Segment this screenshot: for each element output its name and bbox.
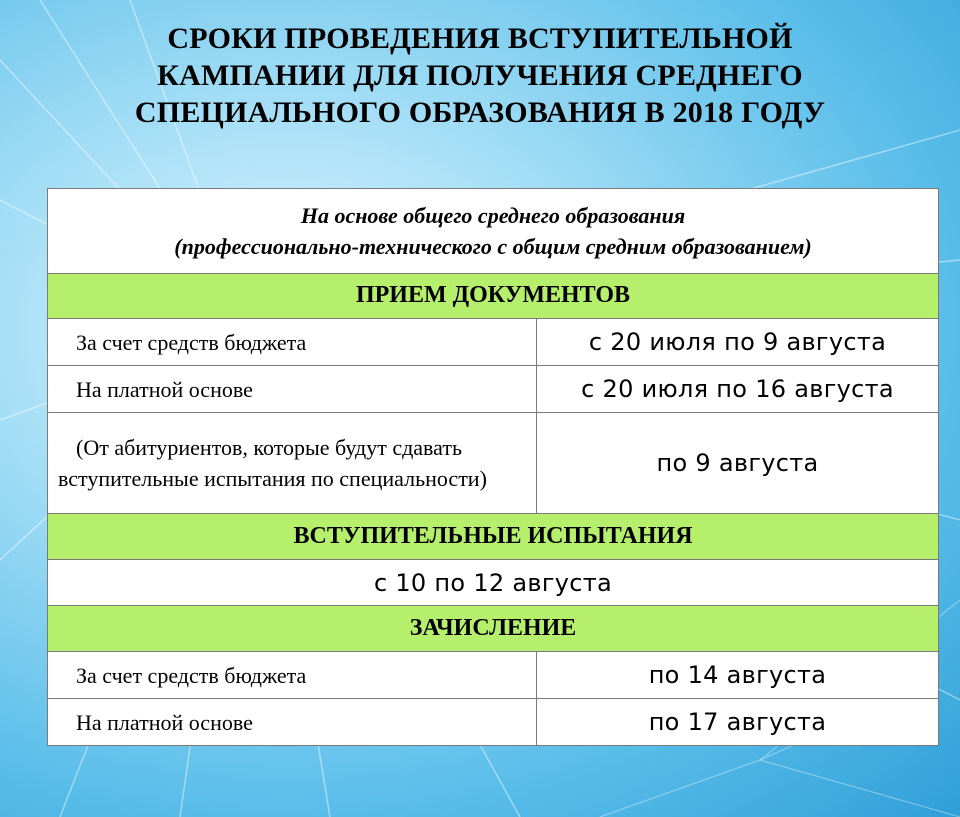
table-header-row bbox=[48, 189, 939, 274]
row-label: На платной основе bbox=[48, 366, 537, 413]
row-label: На платной основе bbox=[48, 699, 537, 746]
table-row bbox=[48, 319, 939, 366]
exams-value: с 10 по 12 августа bbox=[48, 559, 939, 606]
table-row bbox=[48, 559, 939, 606]
section-title-enrollment: ЗАЧИСЛЕНИЕ bbox=[48, 606, 939, 652]
row-label: (От абитуриентов, которые будут сдавать вступительные испытания по специальности) bbox=[48, 412, 537, 513]
section-row-enrollment bbox=[48, 606, 939, 652]
row-label: За счет средств бюджета bbox=[48, 319, 537, 366]
row-value: с 20 июля по 9 августа bbox=[537, 319, 939, 366]
table-row bbox=[48, 366, 939, 413]
section-row-documents bbox=[48, 273, 939, 319]
header-line-2: (профессионально-технического с общим средним образованием) bbox=[174, 233, 812, 259]
title-line-2: КАМПАНИИ ДЛЯ ПОЛУЧЕНИЯ СРЕДНЕГО bbox=[157, 59, 803, 92]
admission-schedule-table bbox=[47, 188, 939, 746]
title-line-1: СРОКИ ПРОВЕДЕНИЯ ВСТУПИТЕЛЬНОЙ bbox=[167, 22, 793, 55]
row-value: по 17 августа bbox=[537, 699, 939, 746]
header-line-1: На основе общего среднего образования bbox=[300, 202, 686, 228]
row-value: по 14 августа bbox=[537, 652, 939, 699]
section-title-exams: ВСТУПИТЕЛЬНЫЕ ИСПЫТАНИЯ bbox=[48, 513, 939, 559]
row-value: с 20 июля по 16 августа bbox=[537, 366, 939, 413]
row-value: по 9 августа bbox=[537, 412, 939, 513]
table-row bbox=[48, 699, 939, 746]
page-title bbox=[0, 20, 960, 131]
table-header-cell bbox=[48, 189, 939, 274]
table-row bbox=[48, 412, 939, 513]
table-row bbox=[48, 652, 939, 699]
row-label: За счет средств бюджета bbox=[48, 652, 537, 699]
section-title-documents: ПРИЕМ ДОКУМЕНТОВ bbox=[48, 273, 939, 319]
section-row-exams bbox=[48, 513, 939, 559]
title-line-3: СПЕЦИАЛЬНОГО ОБРАЗОВАНИЯ В 2018 ГОДУ bbox=[134, 96, 826, 129]
